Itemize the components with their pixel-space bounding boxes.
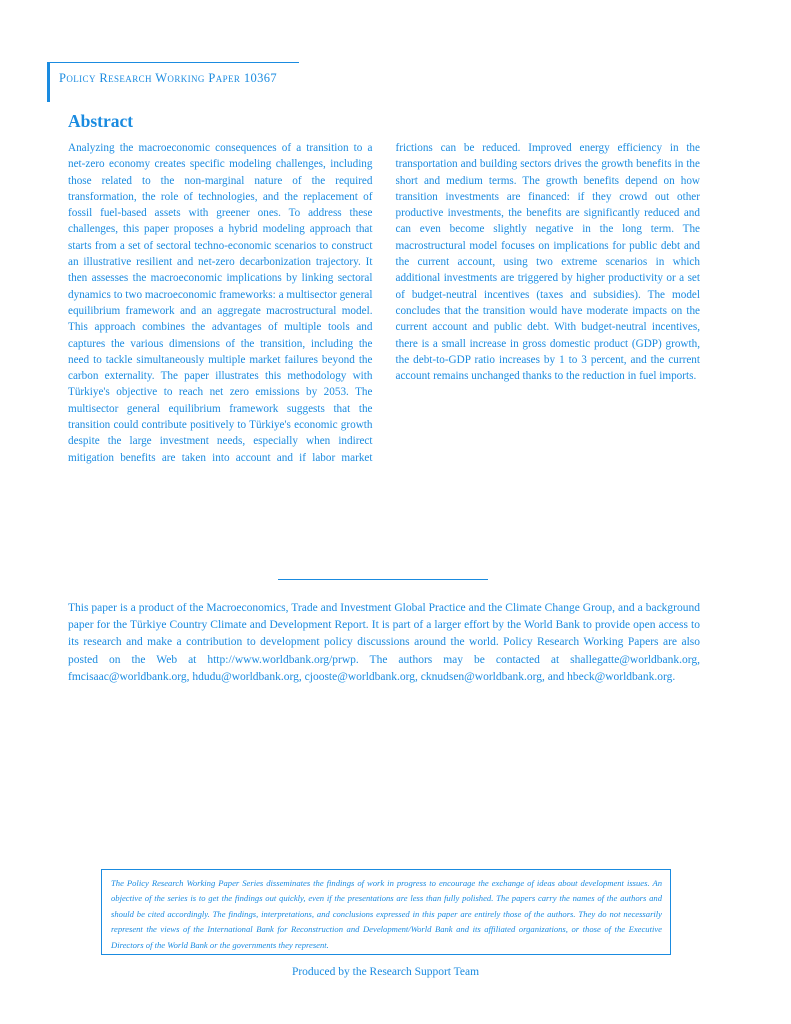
abstract-body	[68, 140, 700, 482]
section-divider	[278, 579, 488, 580]
series-title: Policy Research Working Paper 10367	[59, 71, 278, 85]
abstract-text: Analyzing the macroeconomic consequences of a transition to a net-zero economy creates specific modeling challenges, including those related to the non-marginal nature of the required transformation, the role of technologies, and the replacement of fossil fuel-based assets with greener ones. To address these challenges, this paper proposes a hybrid modeling approach that starts from a set of sectoral techno-economic scenarios to construct an illustrative resilient and net-zero decarbonization trajectory. It then assesses the macroeconomic implications by linking sectoral dynamics to two macroeconomic frameworks: a multisector general equilibrium framework and an aggregate macrostructural model. This approach combines the advantages of multiple tools and captures the various dimensions of the transition, including the need to tackle simultaneously multiple market failures beyond the carbon externality. The paper illustrates this methodology with Türkiye's objective to reach net zero emissions by 2053. The multisector general equilibrium framework suggests that the transition could contribute positively to Türkiye's economic growth despite the large investment needs, especially when indirect mitigation benefits are taken into account and if labor market frictions can be reduced. Improved energy efficiency in the transportation and building sectors drives the growth benefits in the short and medium terms. The growth benefits depend on how transition investments are financed: if they crowd out other productive investments, the benefits are significantly reduced and can even become slightly negative in the long term. The macrostructural model focuses on implications for public debt and the current account, using two extreme scenarios in which additional investments are triggered by higher productivity or a set of budget-neutral incentives (taxes and subsidies). The model concludes that the transition would have moderate impacts on the current account and public debt. With budget-neutral incentives, there is a small increase in gross domestic product (GDP) growth, the debt-to-GDP ratio increases by 1 to 3 percent, and the current account remains unchanged thanks to the reduction in fuel imports.	[68, 142, 700, 464]
footer-credit: Produced by the Research Support Team	[291, 966, 480, 978]
series-header	[47, 62, 299, 102]
disclaimer-box	[101, 869, 671, 955]
abstract-heading: Abstract	[68, 111, 134, 131]
disclaimer-text: The Policy Research Working Paper Series disseminates the findings of work in progress to encourage the exchange of ideas about development issues. An objective of the series is to get the findings out quickly, even if the presentations are less than fully polished. The papers carry the names of the authors and should be cited accordingly. The findings, interpretations, and conclusions expressed in this paper are entirely those of the authors. They do not necessarily represent the views of the International Bank for Reconstruction and Development/World Bank and its affiliated organizations, or those of the Executive Directors of the World Bank or the governments they represent.	[111, 878, 662, 950]
product-note: This paper is a product of the Macroeconomics, Trade and Investment Global Practice and the Climate Change Group, and a background paper for the Türkiye Country Climate and Development Report. It is part of a larger effort by the World Bank to provide open access to its research and make a contribution to development policy discussions around the world. Policy Research Working Papers are also posted on the Web at http://www.worldbank.org/prwp. The authors may be contacted at shallegatte@worldbank.org, fmcisaac@worldbank.org, hdudu@worldbank.org, cjooste@worldbank.org, cknudsen@worldbank.org, and hbeck@worldbank.org.	[68, 602, 700, 683]
